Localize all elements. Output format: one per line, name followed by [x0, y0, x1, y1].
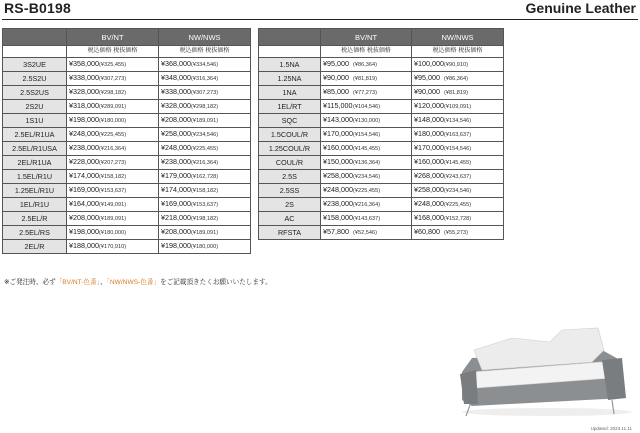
model-code: RFSTA: [259, 226, 321, 240]
price-tax-in: ¥160,000: [323, 143, 353, 152]
model-code: AC: [259, 212, 321, 226]
price-tax-in: ¥328,000: [69, 87, 99, 96]
price-tax-ex: (¥334,546): [191, 62, 219, 68]
model-code: 1EL/R1U: [3, 198, 67, 212]
price-cell: [159, 128, 251, 142]
price-tax-ex: (¥154,546): [353, 132, 381, 138]
header-model-cell: [259, 29, 321, 46]
price-tax-ex: (¥109,091): [444, 104, 472, 110]
model-code: 1EL/RT: [259, 100, 321, 114]
price-tax-in: ¥268,000: [414, 171, 444, 180]
price-tax-in: ¥238,000: [161, 157, 191, 166]
note-separator: 、: [100, 279, 107, 286]
table-row: [259, 156, 504, 170]
model-code: 3S2UE: [3, 58, 67, 72]
price-tax-ex: (¥145,455): [444, 160, 472, 166]
table-row: [3, 142, 251, 156]
price-cell: [412, 72, 504, 86]
note-bv-code: 「BV/NT-色番」: [55, 279, 101, 286]
price-cell: [159, 86, 251, 100]
price-tax-in: ¥174,000: [161, 185, 191, 194]
label-tax-in: 税込価格: [341, 48, 366, 54]
price-cell: [67, 128, 159, 142]
price-tax-ex: (¥81,819): [353, 76, 377, 82]
table-row: [3, 114, 251, 128]
table-row: [259, 86, 504, 100]
price-cell: [159, 240, 251, 254]
model-code: 1.25EL/R1U: [3, 184, 67, 198]
model-code: 2.5EL/R: [3, 212, 67, 226]
table-row: [259, 184, 504, 198]
header-bv: BV/NT: [321, 29, 412, 46]
price-tax-in: ¥318,000: [69, 101, 99, 110]
price-tax-ex: (¥134,546): [444, 118, 472, 124]
price-tax-ex: (¥325,455): [99, 62, 127, 68]
model-code: 1.5COUL/R: [259, 128, 321, 142]
price-tax-in: ¥248,000: [414, 199, 444, 208]
price-tax-ex: (¥90,910): [444, 62, 468, 68]
price-tax-in: ¥180,000: [414, 129, 444, 138]
price-tax-in: ¥208,000: [161, 227, 191, 236]
price-table-right: [258, 28, 504, 240]
price-tax-in: ¥150,000: [323, 157, 353, 166]
subheader-empty: [3, 46, 67, 58]
table-row: [3, 72, 251, 86]
updated-date: Updated: 2023.11.11: [590, 426, 632, 431]
price-cell: [159, 114, 251, 128]
price-cell: [67, 198, 159, 212]
price-tax-ex: (¥207,273): [99, 160, 127, 166]
label-tax-ex: 税抜価格: [458, 48, 483, 54]
price-cell: [159, 142, 251, 156]
note-nw-code: 「NW/NWS-色番」: [106, 279, 161, 286]
price-tax-ex: (¥298,182): [191, 104, 219, 110]
price-tax-ex: (¥316,364): [191, 76, 219, 82]
price-tax-in: ¥248,000: [323, 185, 353, 194]
price-tax-ex: (¥86,364): [353, 62, 377, 68]
price-cell: [67, 226, 159, 240]
price-tax-ex: (¥149,091): [99, 202, 127, 208]
price-cell: [412, 184, 504, 198]
price-cell: [159, 58, 251, 72]
price-cell: [67, 114, 159, 128]
price-tax-in: ¥174,000: [69, 171, 99, 180]
model-code: COUL/R: [259, 156, 321, 170]
price-tax-ex: (¥81,819): [444, 90, 468, 96]
price-cell: [67, 58, 159, 72]
price-cell: [159, 212, 251, 226]
price-tax-in: ¥258,000: [161, 129, 191, 138]
price-cell: [321, 142, 412, 156]
price-cell: [67, 170, 159, 184]
subheader-empty: [259, 46, 321, 58]
price-tax-ex: (¥154,546): [444, 146, 472, 152]
price-tax-in: ¥169,000: [161, 199, 191, 208]
sofa-image: [452, 320, 632, 420]
price-cell: [321, 128, 412, 142]
order-note: [4, 276, 272, 286]
price-tax-ex: (¥143,637): [353, 216, 381, 222]
price-tax-ex: (¥86,364): [444, 76, 468, 82]
price-tax-ex: (¥130,000): [353, 118, 381, 124]
header-nw: NW/NWS: [412, 29, 504, 46]
price-tax-ex: (¥234,546): [191, 132, 219, 138]
price-cell: [159, 198, 251, 212]
table-row: [3, 100, 251, 114]
price-tax-ex: (¥153,637): [99, 188, 127, 194]
table-row: [3, 240, 251, 254]
model-code: 1.25COUL/R: [259, 142, 321, 156]
table-row: [259, 100, 504, 114]
model-code: 2.5EL/RS: [3, 226, 67, 240]
price-cell: [412, 156, 504, 170]
price-cell: [159, 184, 251, 198]
table-row: [3, 156, 251, 170]
price-tax-in: ¥120,000: [414, 101, 444, 110]
price-tax-in: ¥60,800: [414, 227, 440, 236]
price-tax-in: ¥148,000: [414, 115, 444, 124]
price-tax-in: ¥57,800: [323, 227, 349, 236]
price-tax-in: ¥168,000: [414, 213, 444, 222]
price-tax-in: ¥170,000: [323, 129, 353, 138]
header-nw: NW/NWS: [159, 29, 251, 46]
table-row: [3, 86, 251, 100]
table-row: [259, 128, 504, 142]
price-cell: [321, 198, 412, 212]
price-cell: [321, 156, 412, 170]
price-tax-in: ¥228,000: [69, 157, 99, 166]
price-tax-ex: (¥234,546): [444, 188, 472, 194]
price-tax-in: ¥198,000: [69, 227, 99, 236]
price-tax-ex: (¥216,364): [353, 202, 381, 208]
price-tax-in: ¥208,000: [69, 213, 99, 222]
price-tax-in: ¥198,000: [69, 115, 99, 124]
price-tax-in: ¥338,000: [161, 87, 191, 96]
price-tax-ex: (¥307,273): [191, 90, 219, 96]
material-title: Genuine Leather: [525, 0, 636, 16]
table-row: [3, 212, 251, 226]
price-tax-ex: (¥180,000): [99, 230, 127, 236]
note-prefix: ※ご発注時、必ず: [4, 279, 56, 286]
label-tax-in: 税込価格: [432, 48, 457, 54]
price-tax-in: ¥158,000: [323, 213, 353, 222]
price-cell: [67, 72, 159, 86]
table-row: [3, 184, 251, 198]
price-cell: [412, 58, 504, 72]
price-tax-ex: (¥136,364): [353, 160, 381, 166]
price-cell: [412, 198, 504, 212]
price-tax-in: ¥348,000: [161, 73, 191, 82]
price-tax-in: ¥248,000: [161, 143, 191, 152]
table-row: [3, 170, 251, 184]
price-cell: [159, 170, 251, 184]
price-tax-in: ¥248,000: [69, 129, 99, 138]
price-tax-in: ¥328,000: [161, 101, 191, 110]
price-tax-in: ¥115,000: [323, 101, 353, 110]
label-tax-in: 税込価格: [179, 48, 204, 54]
price-cell: [159, 100, 251, 114]
price-cell: [159, 226, 251, 240]
table-row: [3, 198, 251, 212]
table-body-left: [3, 58, 251, 254]
price-cell: [67, 86, 159, 100]
price-cell: [67, 100, 159, 114]
price-tax-in: ¥100,000: [414, 59, 444, 68]
model-code: 2S: [259, 198, 321, 212]
price-cell: [321, 72, 412, 86]
price-tax-ex: (¥234,546): [353, 174, 381, 180]
table-row: [259, 58, 504, 72]
price-tax-in: ¥338,000: [69, 73, 99, 82]
price-cell: [412, 226, 504, 240]
model-code: 1.5NA: [259, 58, 321, 72]
price-tax-ex: (¥216,364): [191, 160, 219, 166]
label-tax-ex: 税抜価格: [205, 48, 230, 54]
price-cell: [412, 142, 504, 156]
price-tax-in: ¥179,000: [161, 171, 191, 180]
price-tax-ex: (¥163,637): [444, 132, 472, 138]
price-cell: [321, 58, 412, 72]
table-row: [259, 170, 504, 184]
price-tax-ex: (¥225,455): [353, 188, 381, 194]
price-tax-ex: (¥180,000): [99, 118, 127, 124]
label-tax-ex: 税抜価格: [366, 48, 391, 54]
note-suffix: をご記載頂きたくお願いいたします。: [160, 279, 272, 286]
header-model-cell: [3, 29, 67, 46]
table-row: [259, 114, 504, 128]
table-row: [259, 226, 504, 240]
model-code: 2.5EL/R1UA: [3, 128, 67, 142]
price-cell: [412, 86, 504, 100]
price-tax-ex: (¥289,091): [99, 104, 127, 110]
subheader-nw: [159, 46, 251, 58]
price-cell: [321, 114, 412, 128]
price-cell: [67, 212, 159, 226]
model-code: 2.5EL/R1USA: [3, 142, 67, 156]
price-tax-ex: (¥189,091): [191, 118, 219, 124]
model-title: RS-B0198: [4, 0, 71, 16]
price-cell: [412, 212, 504, 226]
price-cell: [321, 184, 412, 198]
label-tax-ex: 税抜価格: [113, 48, 138, 54]
price-tax-in: ¥160,000: [414, 157, 444, 166]
table-row: [3, 128, 251, 142]
price-cell: [67, 142, 159, 156]
subheader-nw: [412, 46, 504, 58]
model-code: 1.25NA: [259, 72, 321, 86]
price-cell: [321, 170, 412, 184]
price-tax-ex: (¥298,182): [99, 90, 127, 96]
price-tax-in: ¥258,000: [414, 185, 444, 194]
price-tax-ex: (¥189,091): [191, 230, 219, 236]
price-tax-ex: (¥180,000): [191, 244, 219, 250]
price-tax-ex: (¥152,728): [444, 216, 472, 222]
price-tax-in: ¥358,000: [69, 59, 99, 68]
price-tax-ex: (¥225,455): [99, 132, 127, 138]
price-cell: [321, 226, 412, 240]
price-tax-ex: (¥189,091): [99, 216, 127, 222]
price-tax-ex: (¥153,637): [191, 202, 219, 208]
subheader-bv: [321, 46, 412, 58]
header-bv: BV/NT: [67, 29, 159, 46]
price-cell: [412, 170, 504, 184]
price-tax-in: ¥198,000: [161, 241, 191, 250]
price-tax-in: ¥95,000: [323, 59, 349, 68]
model-code: 2.5S: [259, 170, 321, 184]
price-cell: [412, 128, 504, 142]
price-tax-in: ¥164,000: [69, 199, 99, 208]
price-tax-in: ¥90,000: [323, 73, 349, 82]
table-row: [259, 142, 504, 156]
model-code: SQC: [259, 114, 321, 128]
price-tax-ex: (¥145,455): [353, 146, 381, 152]
table-row: [3, 226, 251, 240]
price-tax-in: ¥208,000: [161, 115, 191, 124]
price-tax-in: ¥238,000: [69, 143, 99, 152]
price-cell: [321, 100, 412, 114]
price-tax-ex: (¥77,273): [353, 90, 377, 96]
header-divider: [2, 19, 638, 20]
price-cell: [159, 72, 251, 86]
price-tax-in: ¥368,000: [161, 59, 191, 68]
price-tax-in: ¥143,000: [323, 115, 353, 124]
model-code: 2.5S2U: [3, 72, 67, 86]
label-tax-in: 税込価格: [87, 48, 112, 54]
price-tax-ex: (¥307,273): [99, 76, 127, 82]
price-tax-ex: (¥216,364): [99, 146, 127, 152]
price-cell: [67, 240, 159, 254]
price-cell: [67, 184, 159, 198]
table-row: [259, 72, 504, 86]
price-tax-in: ¥188,000: [69, 241, 99, 250]
price-table-left: [2, 28, 251, 254]
price-tax-ex: (¥198,182): [191, 216, 219, 222]
price-tax-ex: (¥243,637): [444, 174, 472, 180]
price-tax-in: ¥169,000: [69, 185, 99, 194]
price-cell: [67, 156, 159, 170]
subheader-bv: [67, 46, 159, 58]
price-tax-in: ¥95,000: [414, 73, 440, 82]
model-code: 2.5S2US: [3, 86, 67, 100]
price-tax-ex: (¥162,728): [191, 174, 219, 180]
price-tax-in: ¥90,000: [414, 87, 440, 96]
model-code: 2EL/R1UA: [3, 156, 67, 170]
price-tax-in: ¥238,000: [323, 199, 353, 208]
price-tax-ex: (¥158,182): [191, 188, 219, 194]
model-code: 2S2U: [3, 100, 67, 114]
table-body-right: [259, 58, 504, 240]
price-tax-in: ¥85,000: [323, 87, 349, 96]
price-tax-in: ¥258,000: [323, 171, 353, 180]
model-code: 2.5SS: [259, 184, 321, 198]
model-code: 1NA: [259, 86, 321, 100]
price-tax-in: ¥218,000: [161, 213, 191, 222]
model-code: 1.5EL/R1U: [3, 170, 67, 184]
price-tax-ex: (¥52,546): [353, 230, 377, 236]
price-tax-ex: (¥158,182): [99, 174, 127, 180]
table-row: [3, 58, 251, 72]
price-tax-ex: (¥104,546): [353, 104, 381, 110]
price-cell: [321, 86, 412, 100]
price-tax-ex: (¥55,273): [444, 230, 468, 236]
model-code: 2EL/R: [3, 240, 67, 254]
table-row: [259, 212, 504, 226]
price-tax-ex: (¥225,455): [444, 202, 472, 208]
price-cell: [159, 156, 251, 170]
price-cell: [412, 100, 504, 114]
model-code: 1S1U: [3, 114, 67, 128]
price-tax-in: ¥170,000: [414, 143, 444, 152]
price-tax-ex: (¥225,455): [191, 146, 219, 152]
price-cell: [412, 114, 504, 128]
table-row: [259, 198, 504, 212]
price-tax-ex: (¥170,910): [99, 244, 127, 250]
price-cell: [321, 212, 412, 226]
